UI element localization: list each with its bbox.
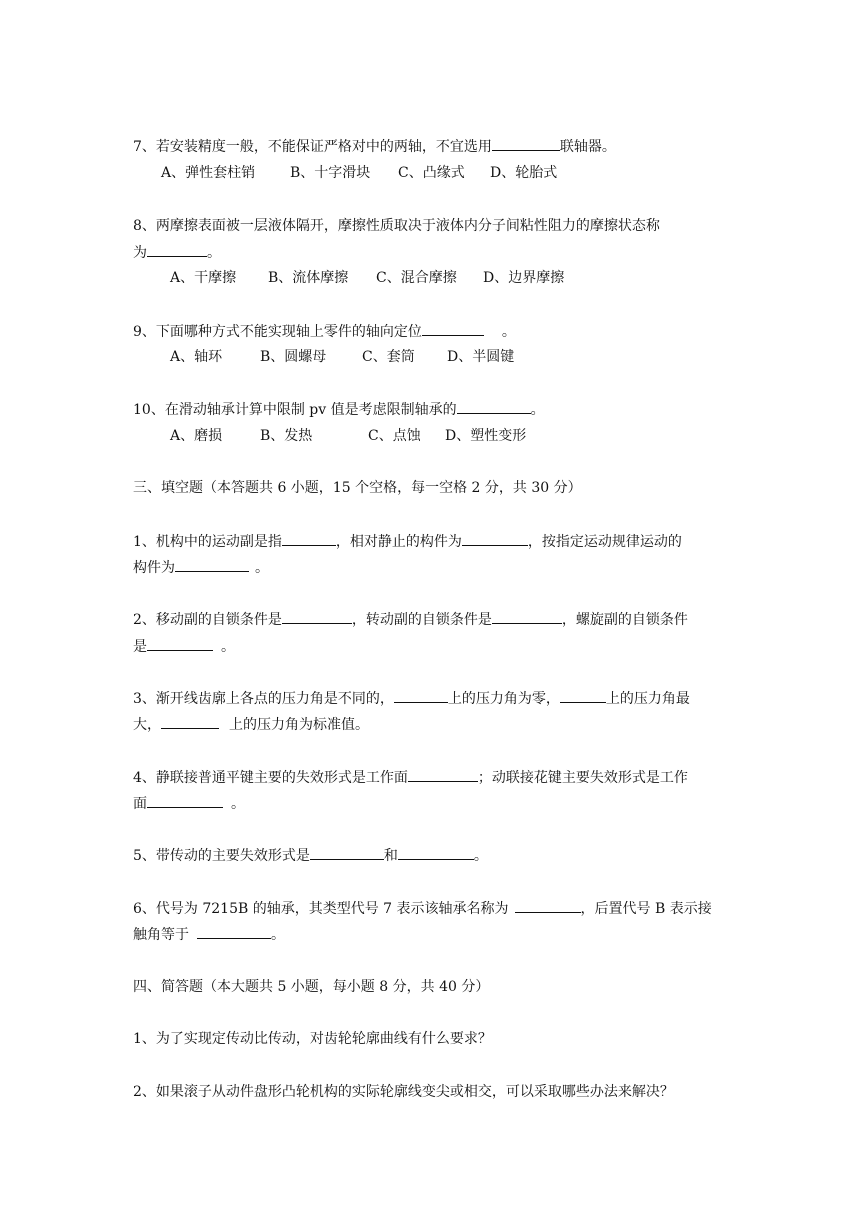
- fill-2-continuation: 是: [133, 639, 147, 655]
- answer-blank[interactable]: [282, 610, 352, 624]
- question-10: [133, 400, 545, 419]
- option-c: C、点蚀: [368, 428, 421, 444]
- answer-blank[interactable]: [197, 925, 271, 939]
- option-a: A、干摩擦: [170, 270, 237, 286]
- fill-3-text-2: 上的压力角为零，: [447, 691, 560, 707]
- question-10-text: 10、在滑动轴承计算中限制 pv 值是考虑限制轴承的: [133, 402, 457, 418]
- question-10-suffix: 。: [530, 402, 545, 418]
- fill-6-text-2: ，后置代号 B 表示接: [580, 901, 712, 917]
- answer-blank[interactable]: [515, 899, 581, 913]
- answer-blank[interactable]: [310, 846, 384, 860]
- option-c: C、凸缘式: [398, 165, 465, 181]
- fill-5-suffix: 。: [473, 848, 488, 864]
- fill-3: [133, 689, 690, 708]
- question-9-suffix: 。: [501, 324, 516, 340]
- fill-3-suffix: 上的压力角为标准值。: [229, 717, 369, 733]
- answer-blank[interactable]: [422, 322, 484, 336]
- option-b: B、十字滑块: [290, 165, 371, 181]
- answer-blank[interactable]: [147, 794, 223, 808]
- fill-4-continuation: 面: [133, 796, 147, 812]
- question-7-text: 7、若安装精度一般，不能保证严格对中的两轴，不宜选用: [133, 139, 492, 155]
- fill-2-line2: [133, 637, 235, 656]
- question-7: [133, 137, 616, 156]
- fill-1-text: 1、机构中的运动副是指: [133, 534, 282, 550]
- answer-blank[interactable]: [492, 137, 560, 151]
- section-3-heading: 三、填空题（本答题共 6 小题，15 个空格，每一空格 2 分，共 30 分）: [133, 480, 582, 496]
- section-4-heading: 四、简答题（本大题共 5 小题，每小题 8 分，共 40 分）: [133, 979, 490, 995]
- fill-4-suffix: 。: [231, 796, 245, 812]
- fill-6-line2: [133, 925, 285, 944]
- option-b: B、发热: [260, 428, 313, 444]
- option-d: D、轮胎式: [490, 165, 558, 181]
- fill-1-suffix: 。: [255, 560, 269, 576]
- fill-4-text-2: ；动联接花键主要失效形式是工作: [477, 770, 688, 786]
- option-c: C、混合摩擦: [376, 270, 457, 286]
- answer-blank[interactable]: [560, 689, 606, 703]
- fill-6-text: 6、代号为 7215B 的轴承，其类型代号 7 表示该轴承名称为: [133, 901, 509, 917]
- fill-2-text-3: ，螺旋副的自锁条件: [561, 612, 688, 628]
- fill-2: [133, 610, 688, 629]
- option-a: A、轴环: [170, 349, 223, 365]
- fill-3-text-3: 上的压力角最: [605, 691, 690, 707]
- option-a: A、磨损: [170, 428, 223, 444]
- question-9-text: 9、下面哪种方式不能实现轴上零件的轴向定位: [133, 324, 422, 340]
- fill-6-suffix: 。: [271, 927, 285, 943]
- question-8-continuation: 为: [133, 245, 147, 261]
- fill-3-text: 3、渐开线齿廓上各点的压力角是不同的，: [133, 691, 394, 707]
- question-8-line2: [133, 243, 221, 262]
- answer-blank[interactable]: [175, 558, 249, 572]
- answer-blank[interactable]: [457, 400, 531, 414]
- option-d: D、塑性变形: [445, 428, 527, 444]
- answer-blank[interactable]: [147, 637, 213, 651]
- fill-6-continuation: 触角等于: [133, 927, 189, 943]
- answer-blank[interactable]: [147, 243, 207, 257]
- option-d: D、半圆键: [447, 349, 515, 365]
- fill-2-text: 2、移动副的自锁条件是: [133, 612, 282, 628]
- fill-1-line2: [133, 558, 269, 577]
- option-d: D、边界摩擦: [483, 270, 565, 286]
- question-8: [133, 217, 660, 235]
- answer-blank[interactable]: [398, 846, 474, 860]
- short-answer-2: 2、如果滚子从动件盘形凸轮机构的实际轮廓线变尖或相交，可以采取哪些办法来解决？: [133, 1084, 674, 1100]
- fill-2-text-2: ，转动副的自锁条件是: [351, 612, 492, 628]
- option-c: C、套筒: [362, 349, 415, 365]
- fill-1-text-2: ，相对静止的构件为: [335, 534, 462, 550]
- fill-2-suffix: 。: [221, 639, 235, 655]
- question-8-suffix: 。: [207, 245, 221, 261]
- fill-4-line2: [133, 794, 245, 813]
- fill-6: [133, 899, 712, 918]
- question-7-suffix: 联轴器。: [559, 139, 616, 155]
- answer-blank[interactable]: [492, 610, 562, 624]
- fill-1-text-3: ，按指定运动规律运动的: [527, 534, 682, 550]
- option-b: B、圆螺母: [260, 349, 327, 365]
- answer-blank[interactable]: [161, 715, 219, 729]
- fill-1: [133, 532, 682, 551]
- answer-blank[interactable]: [282, 532, 336, 546]
- answer-blank[interactable]: [462, 532, 528, 546]
- option-a: A、弹性套柱销: [161, 165, 256, 181]
- fill-3-continuation: 大，: [133, 717, 161, 733]
- short-answer-1: 1、为了实现定传动比传动，对齿轮轮廓曲线有什么要求？: [133, 1031, 492, 1047]
- option-b: B、流体摩擦: [268, 270, 349, 286]
- question-8-text: 8、两摩擦表面被一层液体隔开，摩擦性质取决于液体内分子间粘性阻力的摩擦状态称: [133, 218, 660, 234]
- answer-blank[interactable]: [408, 768, 478, 782]
- question-9: [133, 322, 516, 341]
- fill-3-line2: [133, 715, 369, 734]
- fill-1-continuation: 构件为: [133, 560, 175, 576]
- answer-blank[interactable]: [394, 689, 448, 703]
- fill-4: [133, 768, 688, 787]
- fill-5-text-2: 和: [383, 848, 398, 864]
- fill-4-text: 4、静联接普通平键主要的失效形式是工作面: [133, 770, 408, 786]
- fill-5: [133, 846, 488, 865]
- fill-5-text: 5、带传动的主要失效形式是: [133, 848, 310, 864]
